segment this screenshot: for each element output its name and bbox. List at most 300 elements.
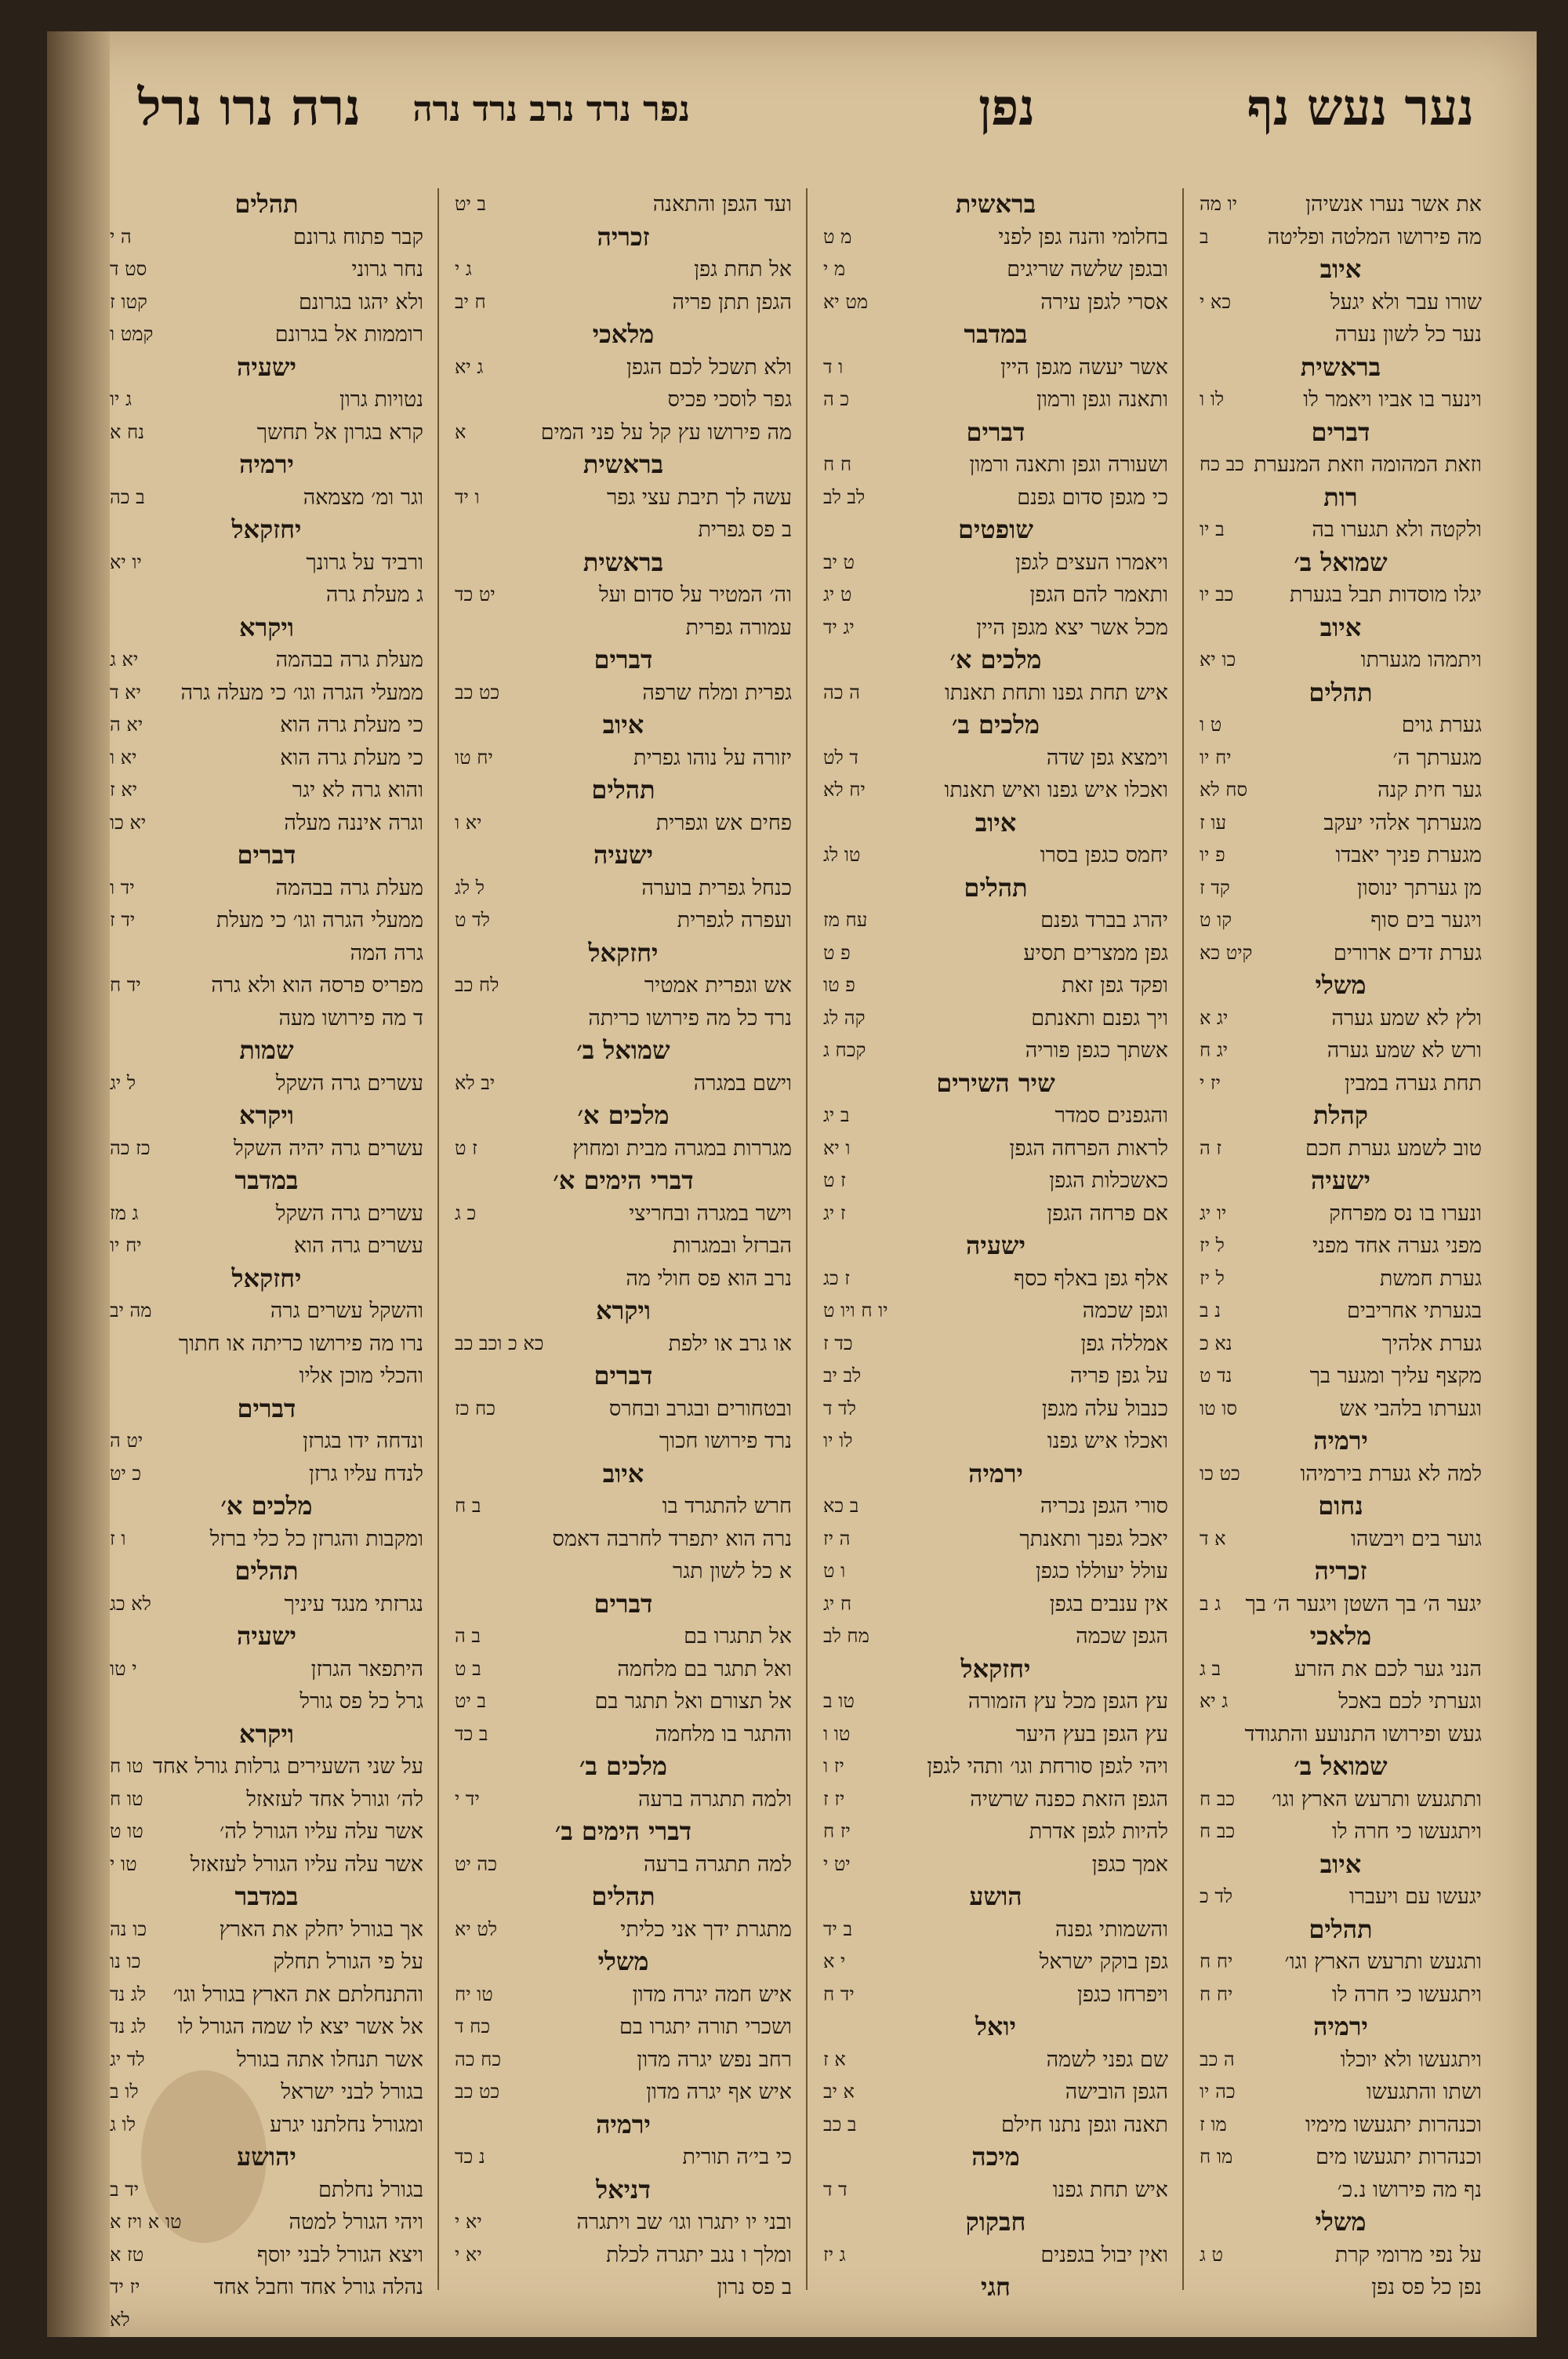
verse-text: ב פס גפרית	[698, 518, 792, 542]
verse-text: בגורל לבני ישראל	[281, 2080, 423, 2104]
concordance-entry	[455, 1718, 792, 1751]
verse-reference: יד י	[455, 1787, 480, 1810]
verse-reference: נא כ	[1200, 1332, 1232, 1354]
verse-reference: יג א	[1200, 1006, 1229, 1029]
column-rule	[806, 188, 808, 2290]
concordance-entry	[110, 1750, 423, 1783]
verse-text: והכלי מוכן אליו	[299, 1364, 423, 1388]
concordance-entry	[823, 1360, 1168, 1393]
concordance-entry	[823, 1165, 1168, 1198]
verse-text: ולא יהגו בגרונם	[298, 289, 423, 314]
verse-text: עשרים גרה השקל	[275, 1070, 423, 1096]
verse-text: להיות לגפן אדרת	[1029, 1819, 1168, 1844]
verse-reference: כב כח	[1200, 453, 1244, 475]
verse-text: מעלת גרה בבהמה	[275, 875, 423, 900]
concordance-entry	[110, 579, 423, 612]
book-heading: מלכים א׳	[577, 1100, 670, 1130]
book-page	[47, 31, 1537, 2337]
concordance-entry	[110, 1685, 423, 1718]
verse-reference: ט ג	[1200, 2243, 1224, 2266]
concordance-entry	[110, 1425, 423, 1458]
verse-text: הגפן תתן פריה	[672, 289, 792, 314]
verse-reference: יב לא	[455, 1071, 495, 1094]
verse-text: נרב הוא פס חולי מה	[626, 1266, 792, 1291]
verse-text: חרש להתגרד בו	[662, 1494, 792, 1518]
verse-reference: יא ו	[455, 811, 482, 834]
verse-text: יגלו מוסדות תבל בגערת	[1290, 583, 1482, 607]
verse-reference: כא י	[1200, 290, 1232, 313]
concordance-entry	[110, 807, 423, 840]
concordance-entry	[1200, 904, 1482, 937]
verse-reference: ב ט	[455, 1657, 481, 1680]
column-rule	[1182, 188, 1184, 2290]
book-heading: במדבר	[234, 1165, 299, 1195]
verse-reference: קו ט	[1200, 909, 1232, 931]
book-heading: דברים	[593, 1588, 653, 1619]
concordance-entry	[1200, 2239, 1482, 2272]
header-col3: נפר נרד נרב נרד נרה	[412, 89, 690, 129]
concordance-entry	[110, 1848, 423, 1881]
verse-text: וגערתי לכם באכל	[1338, 1689, 1482, 1714]
concordance-entry	[455, 1132, 792, 1165]
verse-text: גוער בים ויבשהו	[1350, 1526, 1482, 1551]
concordance-entry	[1200, 742, 1482, 775]
verse-reference: קכח ג	[823, 1039, 866, 1061]
book-heading: ישעיה	[237, 1621, 296, 1651]
verse-text: א כל לשון תגר	[673, 1559, 792, 1583]
book-heading: תהלים	[591, 1881, 655, 1911]
book-heading: מלכים א׳	[220, 1491, 313, 1521]
concordance-entry	[455, 742, 792, 775]
concordance-entry	[1200, 709, 1482, 742]
verse-text: מפריס פרסה הוא ולא גרה	[211, 973, 423, 998]
verse-text: איש אף יגרה מדון	[646, 2080, 792, 2104]
book-heading: זכריה	[597, 221, 650, 252]
verse-text: ומלך ו נגב יתגרה לכלת	[606, 2242, 792, 2267]
concordance-entry	[823, 2109, 1168, 2142]
verse-reference: טז א	[110, 2243, 144, 2266]
verse-text: נטויות גרון	[339, 387, 423, 412]
concordance-entry	[1200, 1979, 1482, 2012]
verse-text: ותתגעש ותרעש הארץ וגו׳	[1272, 1787, 1482, 1812]
concordance-entry	[110, 2239, 423, 2272]
book-heading: ויקרא	[239, 1100, 294, 1130]
verse-text: לראות הפרחה הגפן	[1009, 1136, 1168, 1161]
verse-reference: נח א	[110, 420, 145, 443]
verse-text: יגער ה׳ בך השטן ויגער ה׳ בך	[1245, 1591, 1482, 1616]
verse-reference: לד יג	[110, 2048, 145, 2070]
verse-text: ויתגעשו ולא יוכלו	[1340, 2047, 1482, 2072]
verse-reference: ה כה	[823, 681, 860, 703]
book-heading: איוב	[975, 807, 1017, 838]
concordance-entry	[110, 547, 423, 580]
verse-text: ושכרי תורה יתגרו בם	[619, 2015, 792, 2039]
verse-text: ובני יו יתגרו וגו׳ שב ויתגרה	[576, 2210, 792, 2234]
concordance-entry	[823, 1555, 1168, 1588]
verse-reference: ט ו	[1200, 714, 1222, 736]
verse-reference: קמט ו	[110, 323, 154, 345]
concordance-entry	[455, 188, 792, 221]
verse-reference: ח יב	[455, 290, 486, 313]
book-heading: תהלים	[591, 775, 655, 805]
verse-text: על שני השעירים גרלות גורל אחד	[152, 1754, 423, 1779]
concordance-entry	[1200, 2141, 1482, 2174]
concordance-entry	[1200, 1230, 1482, 1263]
concordance-entry	[455, 286, 792, 319]
concordance-entry	[455, 1979, 792, 2012]
concordance-entry	[823, 1425, 1168, 1458]
verse-text: מגערתך ה׳	[1392, 745, 1482, 770]
concordance-entry	[110, 969, 423, 1002]
concordance-entry	[823, 742, 1168, 775]
verse-text: הגפן הובישה	[1065, 2080, 1168, 2104]
book-heading: תהלים	[1308, 1914, 1373, 1944]
verse-text: אלף גפן באלף כסף	[1014, 1266, 1168, 1291]
verse-text: אשתך כגפן פוריה	[1025, 1038, 1168, 1063]
verse-text: כי מעלת גרה הוא	[280, 713, 423, 737]
book-heading: דברים	[237, 840, 296, 870]
verse-text: ותאמר להם הגפן	[1029, 583, 1168, 607]
concordance-entry	[823, 253, 1168, 286]
verse-text: ושתו והתגעשו	[1366, 2080, 1482, 2104]
concordance-entry	[110, 1360, 423, 1393]
verse-text: כנחל גפרית בוערה	[641, 875, 792, 900]
verse-reference: לו יו	[823, 1430, 853, 1452]
verse-reference: יז ו	[823, 1755, 844, 1777]
verse-reference: ח יג	[823, 1592, 852, 1615]
verse-text: בגערתי אחריבים	[1346, 1299, 1482, 1323]
concordance-entry	[110, 1816, 423, 1848]
concordance-entry	[110, 416, 423, 449]
verse-reference: ו ז	[110, 1527, 126, 1550]
concordance-entry	[1200, 1718, 1482, 1751]
concordance-entry	[455, 514, 792, 547]
book-heading: הושע	[969, 1881, 1022, 1911]
verse-reference: יא ו	[110, 746, 137, 769]
verse-text: אל תחת גפן	[694, 257, 792, 282]
concordance-entry	[823, 579, 1168, 612]
verse-reference: א ז	[823, 2048, 846, 2070]
book-heading: ירמיה	[1313, 2012, 1368, 2041]
book-heading: דברים	[593, 645, 653, 674]
book-heading: ישעיה	[1311, 1165, 1370, 1195]
concordance-entry	[1200, 1328, 1482, 1361]
verse-reference: טו א ויז א	[110, 2211, 182, 2233]
verse-text: וגרה איננה מעלה	[284, 810, 423, 835]
concordance-entry	[823, 1685, 1168, 1718]
verse-reference: ו יא	[823, 1136, 851, 1159]
verse-text: נרד פירושו חכוך	[659, 1429, 792, 1453]
verse-reference: ל יג	[110, 1071, 136, 1094]
verse-text: וישר במגרה ובחריצי	[629, 1201, 792, 1226]
verse-reference: ב יג	[823, 1104, 850, 1126]
concordance-entry	[455, 1523, 792, 1556]
verse-text: מגערתך אלהי יעקב	[1323, 810, 1482, 835]
verse-reference: כה יט	[455, 1852, 497, 1875]
verse-text: היתפאר הגרזן	[310, 1656, 423, 1681]
verse-text: גערת גוים	[1401, 713, 1482, 737]
book-heading: נחום	[1318, 1491, 1363, 1521]
verse-text: וה׳ המטיר על סדום ועל	[598, 583, 792, 607]
verse-text: בגורל נחלתם	[318, 2177, 423, 2202]
verse-reference: ט יב	[823, 551, 855, 573]
concordance-entry	[823, 904, 1168, 937]
concordance-entry	[1200, 839, 1482, 872]
verse-text: ועפרה לגפרית	[677, 908, 792, 932]
concordance-entry	[823, 1848, 1168, 1881]
verse-reference: יא י	[455, 2211, 482, 2233]
concordance-entry	[1200, 1393, 1482, 1426]
concordance-entry	[823, 2174, 1168, 2207]
verse-reference: לד כ	[1200, 1885, 1233, 1907]
concordance-entry	[1200, 449, 1482, 482]
verse-text: שם גפני לשמה	[1046, 2047, 1168, 2072]
verse-reference: לד ד	[823, 1397, 856, 1419]
verse-reference: ג י	[455, 258, 472, 280]
concordance-entry	[1200, 1295, 1482, 1328]
concordance-entry	[455, 677, 792, 710]
verse-text: רוממות אל בגרונם	[274, 322, 423, 347]
book-heading: ויקרא	[596, 1296, 651, 1325]
verse-reference: ב	[1200, 225, 1209, 248]
column-rule	[437, 188, 439, 2290]
concordance-entry	[823, 1914, 1168, 1946]
book-heading: חגי	[981, 2272, 1011, 2302]
book-heading: מלכים ב׳	[952, 710, 1040, 740]
concordance-entry	[455, 2206, 792, 2239]
book-heading: שמואל ב׳	[1294, 547, 1388, 577]
concordance-entry	[455, 383, 792, 416]
verse-text: ב פס נרון	[717, 2275, 792, 2299]
verse-text: ויתגעשו כי חרה לו	[1331, 1982, 1482, 2007]
concordance-entry	[455, 2011, 792, 2044]
verse-text: מתגרת ידך אני כליתי	[620, 1917, 792, 1942]
concordance-entry	[823, 1816, 1168, 1848]
verse-reference: יא כו	[110, 811, 147, 834]
verse-reference: יח ח	[1200, 1983, 1233, 2005]
verse-reference: ג יא	[1200, 1690, 1229, 1712]
verse-reference: כו נה	[110, 1917, 147, 1940]
concordance-entry	[1200, 318, 1482, 351]
verse-text: כי מגפן סדום גפנם	[1017, 485, 1168, 510]
verse-reference: פ ט	[823, 941, 851, 964]
verse-text: והשקל עשרים גרה	[270, 1299, 423, 1323]
verse-reference: ב ה	[455, 1625, 481, 1647]
book-heading: איוב	[1319, 254, 1362, 284]
concordance-entry	[455, 1848, 792, 1881]
verse-text: ולא תשכל לכם הגפן	[626, 354, 792, 380]
verse-text: אין ענבים בגפן	[1049, 1591, 1168, 1616]
verse-text: וכנהרות יתגעשו מים	[1316, 2145, 1482, 2169]
book-heading: במדבר	[964, 319, 1028, 349]
concordance-entry	[110, 482, 423, 514]
book-heading: קהלת	[1312, 1100, 1368, 1130]
verse-text: ממעלי הגרה וגו׳ כי מעלה גרה	[180, 680, 423, 705]
verse-text: אשר תנחלו אתה בגורל	[236, 2047, 423, 2072]
book-heading: מלכים א׳	[949, 645, 1042, 674]
verse-text: ויך גפנם ותאנתם	[1031, 1005, 1168, 1030]
verse-reference: טו ח	[110, 1755, 143, 1777]
concordance-entry	[455, 1555, 792, 1588]
book-heading: משלי	[1315, 2207, 1367, 2237]
concordance-entry	[455, 1198, 792, 1230]
verse-reference: נ כד	[455, 2146, 485, 2168]
concordance-entry	[823, 383, 1168, 416]
verse-reference: ל יז	[1200, 1267, 1225, 1289]
concordance-entry	[1200, 1198, 1482, 1230]
concordance-entry	[1200, 514, 1482, 547]
concordance-entry	[455, 872, 792, 905]
verse-text: עמורה גפרית	[685, 615, 792, 640]
concordance-entry	[1200, 1458, 1482, 1491]
concordance-entry	[823, 1295, 1168, 1328]
verse-text: אמך כגפן	[1091, 1852, 1168, 1877]
concordance-entry	[823, 286, 1168, 319]
verse-text: ונערו בו נס מפרחק	[1329, 1201, 1482, 1226]
verse-reference: לו ו	[1200, 388, 1225, 410]
verse-text: והתנחלתם את הארץ בגורל וגו׳	[172, 1982, 423, 2007]
concordance-entry	[110, 1914, 423, 1946]
book-heading: דניאל	[596, 2174, 651, 2205]
verse-reference: לב לב	[823, 485, 866, 508]
book-heading: מלאכי	[1309, 1621, 1372, 1651]
verse-text: גערת אלהיך	[1381, 1331, 1482, 1356]
verse-reference: י טו	[110, 1657, 137, 1680]
concordance-entry	[110, 1067, 423, 1100]
verse-reference: ב כב	[823, 2113, 857, 2135]
verse-reference: יא ה	[110, 714, 143, 736]
concordance-entry	[110, 644, 423, 677]
verse-reference: כ יט	[110, 1462, 142, 1485]
concordance-entry	[110, 318, 423, 351]
header-col4: נרה נרו נרל	[137, 78, 361, 137]
concordance-entry	[455, 1002, 792, 1035]
page-gutter	[47, 31, 110, 2337]
book-heading: דברים	[966, 416, 1025, 447]
verse-text: לה׳ וגורל אחד לעזאזל	[246, 1787, 423, 1812]
book-heading: יואל	[975, 2012, 1017, 2041]
verse-reference: טו י	[110, 1852, 137, 1875]
verse-text: מגערת פניך יאבדו	[1335, 843, 1482, 867]
verse-text: והתגר בו מלחמה	[655, 1721, 792, 1747]
concordance-entry	[1200, 872, 1482, 905]
book-heading: משלי	[1315, 970, 1367, 1000]
verse-reference: פ טו	[823, 974, 855, 996]
verse-reference: כ ג	[455, 1201, 477, 1224]
concordance-entry	[823, 1588, 1168, 1621]
verse-reference: מח לב	[823, 1625, 869, 1647]
verse-text: ותגעש ותרעש הארץ וגו׳	[1284, 1950, 1482, 1974]
book-heading: מיכה	[971, 2142, 1020, 2172]
concordance-entry	[1200, 1653, 1482, 1686]
verse-text: גפן ממצרים תסיע	[1023, 940, 1168, 965]
concordance-entry	[110, 1979, 423, 2012]
verse-text: ומקבות והגרזן כל כלי ברזל	[209, 1526, 423, 1551]
concordance-entry	[110, 1198, 423, 1230]
concordance-entry	[110, 1328, 423, 1361]
verse-text: שורו עבר ולא יגעל	[1330, 289, 1482, 314]
concordance-column-4	[110, 188, 423, 2331]
verse-text: הגפן הזאת כפנה שרשיה	[970, 1787, 1168, 1812]
verse-reference: ד ד	[823, 2178, 848, 2201]
book-heading: יחזקאל	[588, 937, 659, 968]
concordance-entry	[455, 904, 792, 937]
verse-text: או גרב או ילפת	[668, 1331, 792, 1356]
concordance-entry	[455, 1653, 792, 1686]
verse-reference: ט יג	[823, 583, 852, 605]
concordance-entry	[1200, 579, 1482, 612]
verse-reference: ב ח	[455, 1495, 481, 1517]
concordance-entry	[1200, 1067, 1482, 1100]
verse-reference: ו יד	[455, 485, 480, 508]
verse-reference: ב כה	[110, 485, 145, 508]
concordance-entry	[110, 937, 423, 970]
verse-reference: נד ט	[1200, 1365, 1232, 1387]
book-heading: שיר השירים	[936, 1067, 1055, 1098]
verse-text: ולץ לא שמע גערה	[1331, 1005, 1482, 1030]
verse-reference: טו יח	[455, 1983, 493, 2005]
concordance-entry	[823, 677, 1168, 710]
concordance-entry	[1200, 1263, 1482, 1296]
concordance-entry	[823, 547, 1168, 580]
concordance-entry	[823, 2044, 1168, 2077]
verse-reference: ה י	[110, 225, 132, 248]
verse-text: אל אשר יצא לו שמה הגורל לו	[177, 2015, 423, 2039]
verse-reference: יח יו	[1200, 746, 1232, 769]
verse-text: ושעורה וגפן ותאנה ורמון	[969, 453, 1168, 477]
verse-reference: לג נד	[110, 2016, 147, 2037]
book-heading: דברי הימים ב׳	[554, 1816, 692, 1846]
concordance-entry	[110, 1458, 423, 1491]
verse-text: והוא גרה לא יגר	[292, 778, 423, 802]
book-heading: ישעיה	[237, 351, 296, 382]
header-col1: נער נעש נף	[1247, 78, 1474, 137]
verse-text: ויצא הגורל לבני יוסף	[256, 2242, 423, 2267]
concordance-entry	[455, 351, 792, 384]
verse-text: אשר עלה עליו הגורל לה׳	[220, 1819, 423, 1844]
page-header	[137, 78, 1474, 173]
verse-text: נחר גרוני	[351, 257, 423, 282]
verse-text: אל תצורם ואל תתגר בם	[594, 1689, 792, 1714]
concordance-entry	[455, 1067, 792, 1100]
concordance-entry	[455, 969, 792, 1002]
verse-text: ובגפן שלשה שריגים	[1007, 257, 1168, 282]
verse-reference: ב יו	[1200, 518, 1225, 540]
verse-text: פחים אש וגפרית	[655, 810, 792, 835]
book-heading: דברים	[593, 1361, 653, 1390]
concordance-entry	[110, 253, 423, 286]
verse-text: תאנה וגפן נתנו חילם	[1000, 2112, 1168, 2137]
verse-text: עץ הגפן מכל עץ הזמורה	[967, 1689, 1168, 1714]
concordance-entry	[455, 579, 792, 612]
verse-reference: ז יג	[823, 1201, 846, 1224]
verse-reference: מ ט	[823, 225, 852, 248]
verse-reference: כב ח	[1200, 1787, 1236, 1810]
book-heading: ירמיה	[596, 2109, 651, 2139]
verse-reference: יח יו	[110, 1234, 142, 1256]
concordance-entry	[455, 1490, 792, 1523]
verse-text: ולקטה ולא תגערו בה	[1312, 518, 1482, 542]
verse-text: אשר יעשה מגפן היין	[1000, 354, 1168, 380]
verse-reference: יו ח ויו ט	[823, 1299, 888, 1321]
book-heading: שופטים	[958, 514, 1033, 544]
verse-text: ורש לא שמע גערה	[1327, 1038, 1482, 1063]
concordance-entry	[110, 2044, 423, 2077]
verse-text: עץ הגפן בעץ היער	[1015, 1721, 1168, 1747]
verse-text: נגרזתי מנגד עיניך	[284, 1591, 423, 1616]
concordance-entry	[455, 1230, 792, 1263]
verse-reference: כד ז	[823, 1332, 853, 1354]
